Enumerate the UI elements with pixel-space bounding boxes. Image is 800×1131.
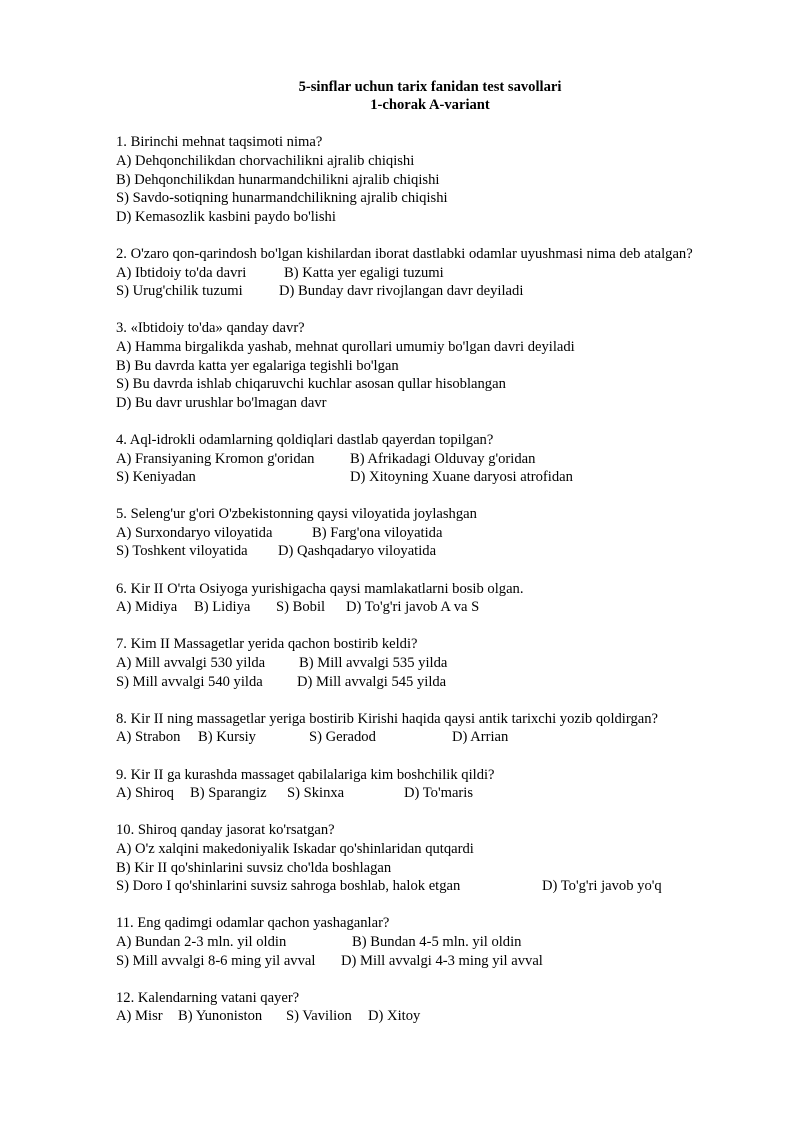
- answer-option: D) Xitoyning Xuane daryosi atrofidan: [350, 469, 573, 486]
- answer-option: A) Misr: [116, 1008, 163, 1025]
- answer-option: A) Bundan 2-3 mln. yil oldin: [116, 933, 287, 950]
- answer-line: [116, 859, 744, 878]
- question-text: 6. Kir II O'rta Osiyoga yurishigacha qaysi mamlakatlarni bosib olgan.: [116, 580, 524, 597]
- answer-option: A) Fransiyaning Kromon g'oridan: [116, 450, 315, 467]
- answer-line: [116, 357, 744, 376]
- answer-line: [116, 375, 744, 394]
- answer-line: [116, 728, 744, 747]
- answer-line: [116, 784, 744, 803]
- question-text: 11. Eng qadimgi odamlar qachon yashaganlar?: [116, 915, 390, 932]
- answer-line: [116, 152, 744, 171]
- answer-option: B) Katta yer egaligi tuzumi: [284, 264, 444, 281]
- question-text: 10. Shiroq qanday jasorat ko'rsatgan?: [116, 822, 335, 839]
- answer-line: [116, 654, 744, 673]
- question-text: 3. «Ibtidoiy to'da» qanday davr?: [116, 320, 305, 337]
- answer-option: A) Ibtidoiy to'da davri: [116, 264, 247, 281]
- question-text: 1. Birinchi mehnat taqsimoti nima?: [116, 134, 323, 151]
- question-5: [116, 505, 744, 561]
- answer-line: [116, 840, 744, 859]
- answer-option: S) Savdo-sotiqning hunarmandchilikning ajralib chiqishi: [116, 190, 448, 207]
- question-10: [116, 821, 744, 895]
- answer-option: D) Xitoy: [368, 1008, 421, 1025]
- answer-line: [116, 338, 744, 357]
- document-header: [116, 78, 744, 115]
- answer-option: S) Vavilion: [286, 1008, 352, 1025]
- answer-option: D) Arrian: [452, 729, 509, 746]
- answer-option: B) Yunoniston: [178, 1008, 263, 1025]
- answer-line: [116, 933, 744, 952]
- answer-line: [116, 189, 744, 208]
- question-7: [116, 635, 744, 691]
- answer-option: D) Mill avvalgi 545 yilda: [297, 673, 447, 690]
- answer-option: B) Farg'ona viloyatida: [312, 524, 443, 541]
- question-text: 8. Kir II ning massagetlar yeriga bostirib Kirishi haqida qaysi antik tarixchi yozib qoldirgan?: [116, 710, 658, 727]
- answer-option: S) Bobil: [276, 599, 326, 616]
- answer-option: A) O'z xalqini makedoniyalik Iskadar qo'shinlaridan qutqardi: [116, 840, 474, 857]
- question-2: [116, 245, 744, 301]
- answer-option: A) Hamma birgalikda yashab, mehnat qurollari umumiy bo'lgan davri deyiladi: [116, 338, 575, 355]
- question-text: 9. Kir II ga kurashda massaget qabilalariga kim boshchilik qildi?: [116, 766, 495, 783]
- answer-option: S) Urug'chilik tuzumi: [116, 283, 243, 300]
- answer-line: [116, 394, 744, 413]
- question-4: [116, 431, 744, 487]
- answer-line: [116, 468, 744, 487]
- answer-option: S) Geradod: [309, 729, 376, 746]
- question-8: [116, 710, 744, 747]
- answer-option: A) Shiroq: [116, 785, 174, 802]
- answer-option: B) Kir II qo'shinlarini suvsiz cho'lda boshlagan: [116, 859, 392, 876]
- answer-line: [116, 171, 744, 190]
- answer-option: S) Keniyadan: [116, 469, 196, 486]
- question-3: [116, 319, 744, 412]
- answer-option: S) Mill avvalgi 8-6 ming yil avval: [116, 952, 316, 969]
- answer-option: S) Bu davrda ishlab chiqaruvchi kuchlar asosan qullar hisoblangan: [116, 376, 506, 393]
- answer-option: B) Bu davrda katta yer egalariga tegishli bo'lgan: [116, 357, 399, 374]
- question-9: [116, 766, 744, 803]
- answer-line: [116, 952, 744, 971]
- document-subtitle: 1-chorak A-variant: [370, 97, 490, 114]
- answer-option: S) Mill avvalgi 540 yilda: [116, 673, 263, 690]
- answer-line: [116, 542, 744, 561]
- answer-line: [116, 208, 744, 227]
- answer-option: D) Qashqadaryo viloyatida: [278, 543, 437, 560]
- answer-option: D) Bunday davr rivojlangan davr deyiladi: [279, 283, 524, 300]
- answer-option: A) Midiya: [116, 599, 178, 616]
- document-title: 5-sinflar uchun tarix fanidan test savollari: [298, 79, 562, 95]
- answer-option: B) Sparangiz: [190, 785, 267, 802]
- answer-option: B) Kursiy: [198, 729, 256, 746]
- answer-line: [116, 524, 744, 543]
- answer-line: [116, 282, 744, 301]
- answer-line: [116, 450, 744, 469]
- question-text: 12. Kalendarning vatani qayer?: [116, 989, 300, 1006]
- question-text: 4. Aql-idrokli odamlarning qoldiqlari dastlab qayerdan topilgan?: [116, 431, 494, 448]
- answer-line: [116, 1007, 744, 1026]
- answer-line: [116, 877, 744, 896]
- answer-option: B) Afrikadagi Olduvay g'oridan: [350, 450, 536, 467]
- question-6: [116, 580, 744, 617]
- answer-option: D) Bu davr urushlar bo'lmagan davr: [116, 394, 327, 411]
- answer-option: D) To'g'ri javob yo'q: [542, 878, 662, 895]
- answer-option: B) Mill avvalgi 535 yilda: [299, 655, 448, 672]
- question-text: 7. Kim II Massagetlar yerida qachon bostirib keldi?: [116, 636, 418, 653]
- test-document: [116, 78, 744, 1045]
- answer-option: A) Surxondaryo viloyatida: [116, 524, 273, 541]
- question-text: 5. Seleng'ur g'ori O'zbekistonning qaysi viloyatida joylashgan: [116, 506, 477, 523]
- answer-option: D) To'g'ri javob A va S: [346, 599, 480, 616]
- answer-option: A) Mill avvalgi 530 yilda: [116, 655, 266, 672]
- answer-option: A) Strabon: [116, 729, 181, 746]
- answer-option: S) Toshkent viloyatida: [116, 543, 248, 560]
- answer-option: A) Dehqonchilikdan chorvachilikni ajralib chiqishi: [116, 153, 415, 169]
- answer-option: S) Skinxa: [287, 785, 345, 802]
- answer-option: B) Lidiya: [194, 599, 251, 616]
- answer-option: B) Bundan 4-5 mln. yil oldin: [352, 933, 522, 950]
- question-11: [116, 914, 744, 970]
- answer-option: D) To'maris: [404, 785, 474, 802]
- question-text: 2. O'zaro qon-qarindosh bo'lgan kishilardan iborat dastlabki odamlar uyushmasi nima deb atalgan?: [116, 245, 693, 262]
- answer-line: [116, 673, 744, 692]
- answer-line: [116, 598, 744, 617]
- answer-line: [116, 264, 744, 283]
- answer-option: D) Mill avvalgi 4-3 ming yil avval: [341, 952, 543, 969]
- answer-option: B) Dehqonchilikdan hunarmandchilikni ajralib chiqishi: [116, 171, 440, 188]
- answer-option: D) Kemasozlik kasbini paydo bo'lishi: [116, 208, 336, 225]
- question-12: [116, 989, 744, 1026]
- answer-option: S) Doro I qo'shinlarini suvsiz sahroga boshlab, halok etgan: [116, 878, 461, 895]
- question-1: [116, 133, 744, 226]
